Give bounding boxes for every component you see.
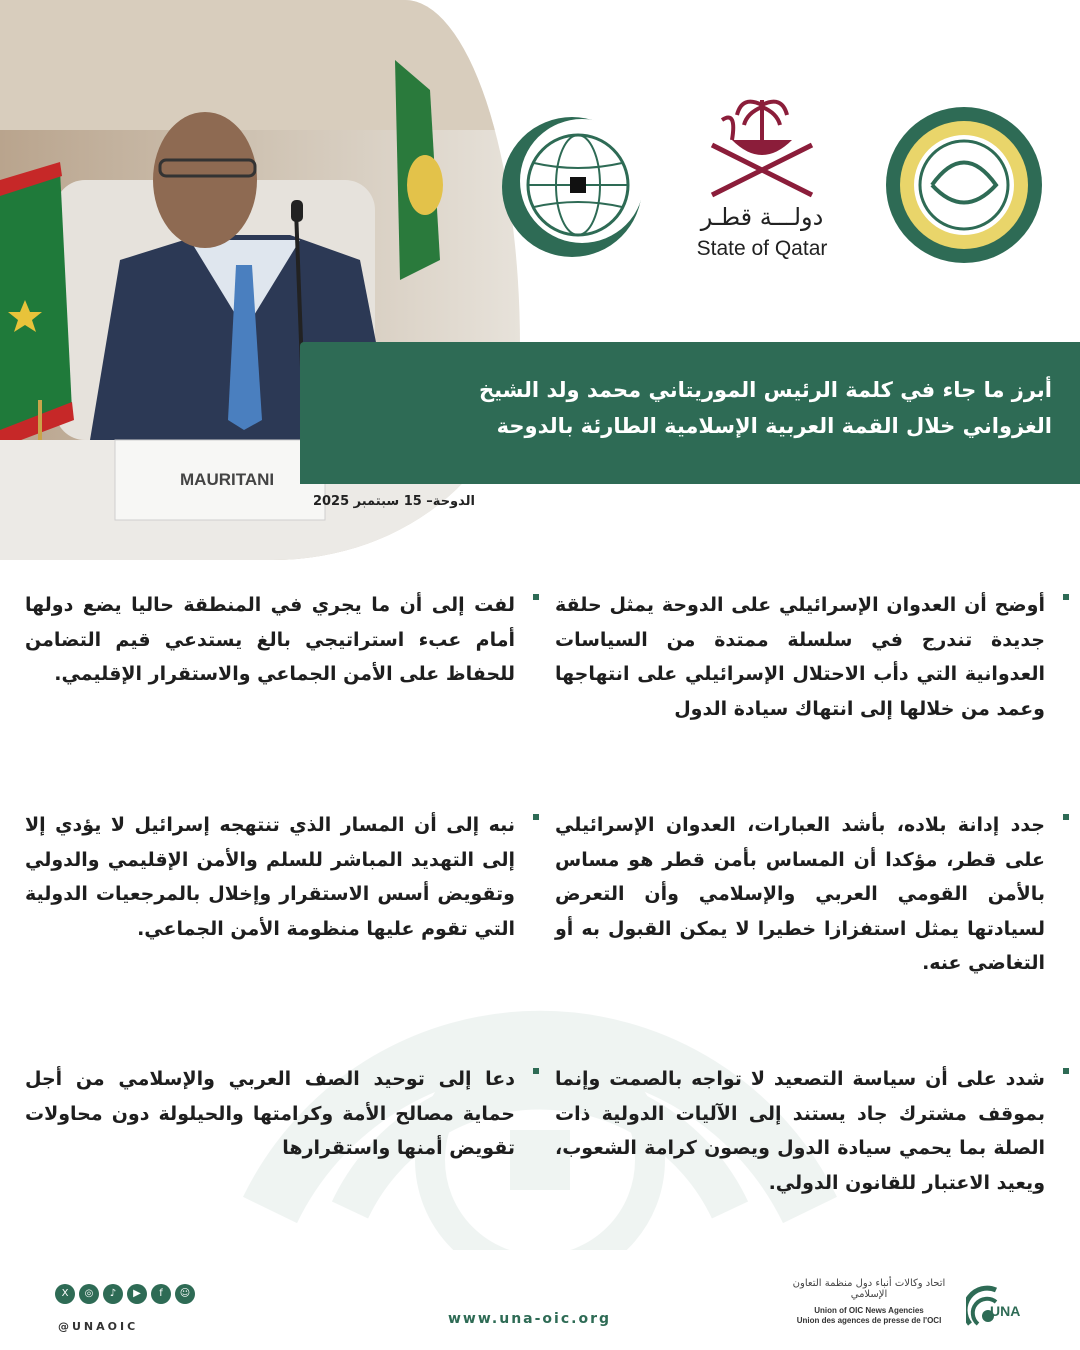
website-link[interactable]: www.una-oic.org <box>448 1311 611 1327</box>
point-text: جدد إدانة بلاده، بأشد العبارات، العدوان الإسرائيلي على قطر، مؤكدا أن المساس بأمن قطر هو مساس بالأمن القومي العربي والإسلامي وأن التعرض لسيادتها يمثل استفزازا خطيرا لا يمكن القبول به أو التغاضي عنه. <box>555 814 1045 974</box>
point-item <box>25 588 515 692</box>
una-label: UNA <box>990 1303 1021 1319</box>
headline <box>352 372 1052 444</box>
agency-name-english: Union of OIC News Agencies <box>814 1306 924 1315</box>
qatar-english-name: State of Qatar <box>696 237 828 260</box>
facebook-icon[interactable]: f <box>151 1284 171 1304</box>
headline-banner <box>300 342 1080 484</box>
bullet-icon <box>533 1068 539 1074</box>
headline-line-2: الغزواني خلال القمة العربية الإسلامية الطارئة بالدوحة <box>496 414 1052 438</box>
oic-logo <box>500 115 645 260</box>
qatar-arabic-name: دولـــة قطـر <box>700 203 824 231</box>
point-text: لفت إلى أن ما يجري في المنطقة حاليا يضع دولها أمام عبء استراتيجي بالغ يستدعي قيم التضامن للحفاظ على الأمن الجماعي والاستقرار الإقليمي. <box>25 594 515 685</box>
bullet-icon <box>1063 814 1069 820</box>
point-item <box>555 808 1045 981</box>
nameplate-text: MAURITANI <box>180 470 275 489</box>
agency-name-french: Union des agences de presse de l'OCI <box>796 1316 942 1325</box>
agency-name-block <box>778 1278 960 1325</box>
point-text: نبه إلى أن المسار الذي تنتهجه إسرائيل لا يؤدي إلا إلى التهديد المباشر للسلم والأمن الإقليمي والدولي وتقويض أسس الاستقرار وإخلال بالمرجعيات الدولية التي تقوم عليها منظومة الأمن الجماعي. <box>25 814 515 940</box>
qatar-emblem-icon <box>682 95 842 200</box>
point-text: شدد على أن سياسة التصعيد لا تواجه بالصمت وإنما بموقف مشترك جاد يستند إلى الآليات الدولية ذات الصلة بما يحمي سيادة الدول ويصون كرامة الشعوب، ويعيد الاعتبار للقانون الدولي. <box>555 1068 1045 1194</box>
tiktok-icon[interactable]: ♪ <box>103 1284 123 1304</box>
dateline: الدوحة– 15 سبتمبر 2025 <box>312 494 475 509</box>
snapchat-icon[interactable]: ☺ <box>175 1284 195 1304</box>
point-item <box>555 1062 1045 1200</box>
instagram-icon[interactable]: ◎ <box>79 1284 99 1304</box>
qatar-logo <box>682 95 842 275</box>
agency-name-arabic: اتحاد وكالات أنباء دول منظمة التعاون الإسلامي <box>792 1278 946 1300</box>
social-icons <box>55 1284 195 1304</box>
arab-league-logo <box>882 100 1047 270</box>
headline-line-1: أبرز ما جاء في كلمة الرئيس الموريتاني محمد ولد الشيخ <box>478 378 1052 402</box>
point-item <box>555 588 1045 726</box>
bullet-icon <box>1063 1068 1069 1074</box>
social-handle[interactable]: @UNAOIC <box>58 1320 139 1333</box>
x-icon[interactable]: X <box>55 1284 75 1304</box>
point-item <box>25 808 515 946</box>
bullet-icon <box>1063 594 1069 600</box>
youtube-icon[interactable]: ▶ <box>127 1284 147 1304</box>
bullet-icon <box>533 814 539 820</box>
point-item <box>25 1062 515 1166</box>
point-text: أوضح أن العدوان الإسرائيلي على الدوحة يمثل حلقة جديدة تندرج في سلسلة ممتدة من السياسات العدوانية التي دأب الاحتلال الإسرائيلي على انتهاجها وعمد من خلالها إلى انتهاك سيادة الدول <box>555 594 1045 720</box>
point-text: دعا إلى توحيد الصف العربي والإسلامي من أجل حماية مصالح الأمة وكرامتها والحيلولة دون محاولات تقويض أمنها واستقرارها <box>25 1068 515 1159</box>
bullet-icon <box>533 594 539 600</box>
